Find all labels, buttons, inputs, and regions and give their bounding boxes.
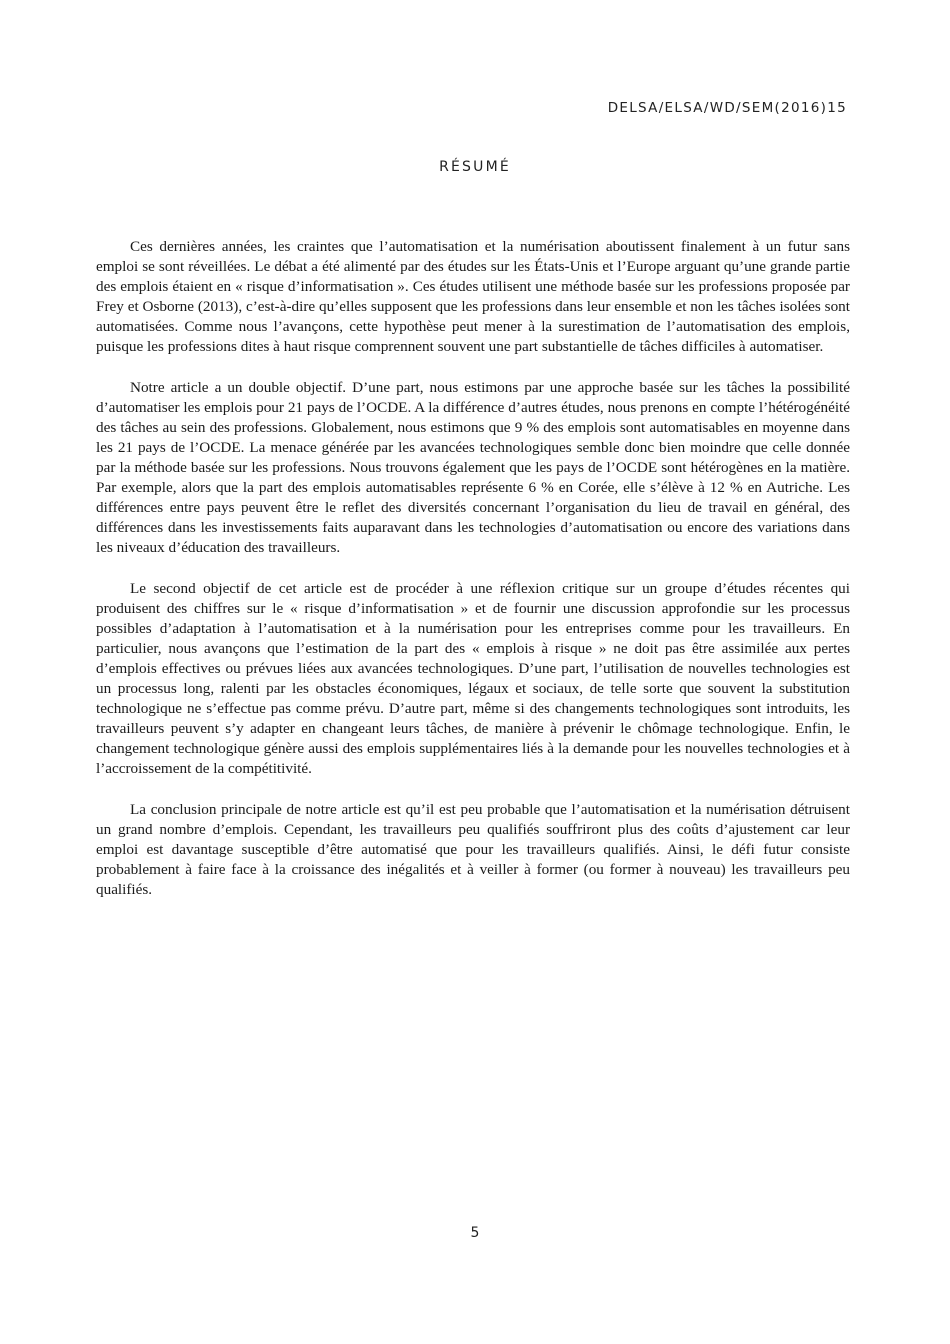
paragraph-1: Ces dernières années, les craintes que l’automatisation et la numérisation aboutissent finalement à un futur sans emploi se sont réveillées. Le débat a été alimenté par des études sur les États-Unis et l’Europe arguant qu’une grande partie des emplois étaient en « risque d’informatisation ». Ces études utilisent une méthode basée sur les professions proposée par Frey et Osborne (2013), c’est-à-dire qu’elles supposent que les professions dans leur ensemble et non les tâches isolées sont automatisées. Comme nous l’avançons, cette hypothèse peut mener à la surestimation de l’automatisation des emplois, puisque les professions dites à haut risque comprennent souvent une part substantielle de tâches difficiles à automatiser.	[96, 238, 850, 356]
paragraph-3: Le second objectif de cet article est de procéder à une réflexion critique sur un groupe d’études récentes qui produisent des chiffres sur le « risque d’informatisation » et de fournir une discussion approfondie sur les processus possibles d’adaptation à l’automatisation et à la numérisation pour les entreprises comme pour les travailleurs. En particulier, nous avançons que l’estimation de la part des « emplois à risque » ne doit pas être assimilée aux pertes d’emplois effectives ou prévues liées aux avancées technologiques. D’une part, l’utilisation de nouvelles technologies est un processus long, ralenti par les obstacles économiques, légaux et sociaux, de telle sorte que souvent la substitution technologique ne s’effectue pas comme prévu. D’autre part, même si des changements technologiques sont introduits, les travailleurs peuvent s’y adapter en changeant leurs tâches, de manière à prévenir le chômage technologique. Enfin, le changement technologique génère aussi des emplois supplémentaires liés à la demande pour les nouvelles technologies et à l’accroissement de la compétitivité.	[96, 579, 850, 778]
paragraph-2: Notre article a un double objectif. D’une part, nous estimons par une approche basée sur les tâches la possibilité d’automatiser les emplois pour 21 pays de l’OCDE. A la différence d’autres études, nous prenons en compte l’hétérogénéité des tâches au sein des professions. Globalement, nous estimons que 9 % des emplois sont automatisables en moyenne dans les 21 pays de l’OCDE. La menace générée par les avancées technologiques semble donc bien moindre que celle donnée par la méthode basée sur les professions. Nous trouvons également que les pays de l’OCDE sont hétérogènes en la matière. Par exemple, alors que la part des emplois automatisables représente 6 % en Corée, elle s’élève à 12 % en Autriche. Les différences entre pays peuvent être le reflet des diversités concernant l’organisation du lieu de travail en général, des différences dans les investissements faits auparavant dans les technologies d’automatisation ou encore des variations dans les niveaux d’éducation des travailleurs.	[96, 378, 850, 557]
abstract-body	[96, 237, 850, 920]
page-number: 5	[470, 1225, 480, 1241]
page-title: RÉSUMÉ	[439, 159, 511, 175]
document-reference: DELSA/ELSA/WD/SEM(2016)15	[607, 100, 847, 116]
paragraph-4: La conclusion principale de notre article est qu’il est peu probable que l’automatisation et la numérisation détruisent un grand nombre d’emplois. Cependant, les travailleurs peu qualifiés souffriront plus des coûts d’ajustement car leur emploi est davantage susceptible d’être automatisé que pour les travailleurs qualifiés. Ainsi, le défi futur consiste probablement à faire face à la croissance des inégalités et à veiller à former (ou former à nouveau) les travailleurs peu qualifiés.	[96, 800, 850, 898]
